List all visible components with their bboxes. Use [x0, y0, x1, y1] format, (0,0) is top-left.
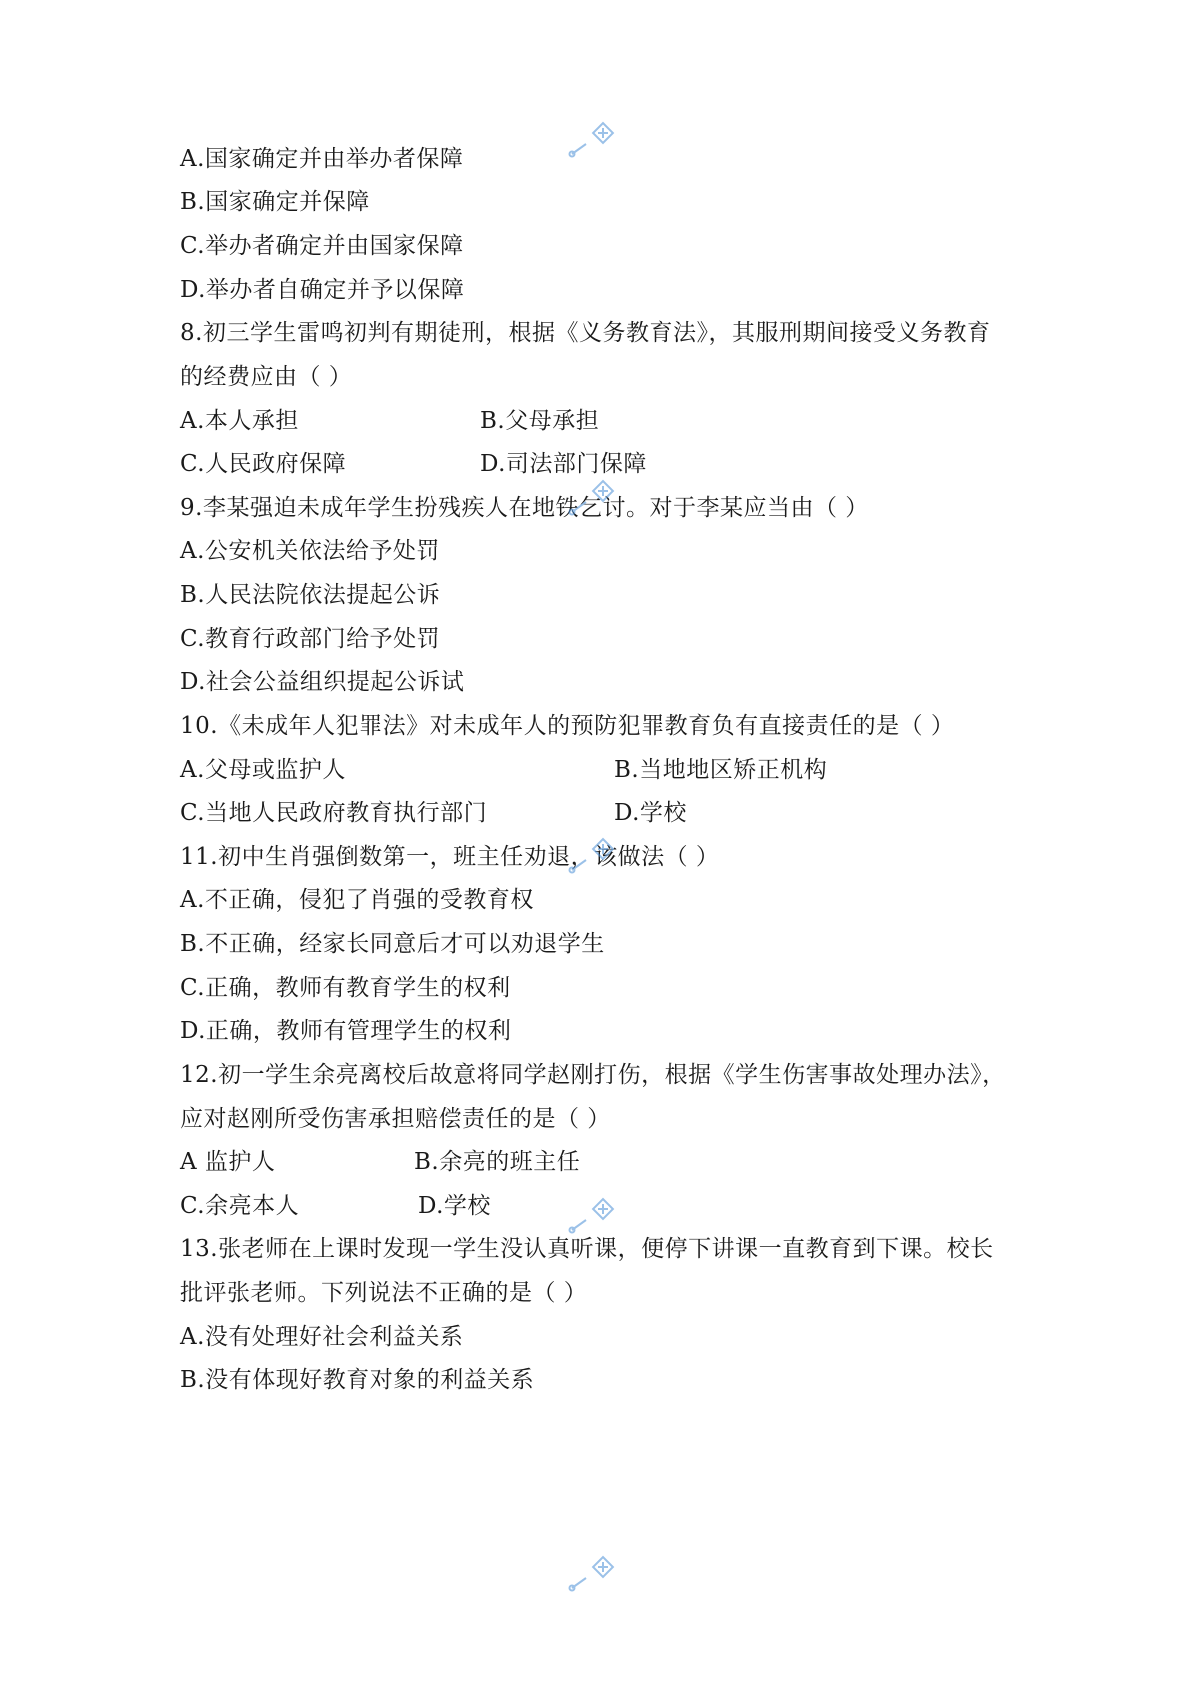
- q11-option-d: D.正确，教师有管理学生的权利: [180, 1018, 512, 1044]
- watermark-logo-icon: [566, 1554, 622, 1594]
- watermark-logo-icon: [566, 478, 622, 518]
- q13-option-a: A.没有处理好社会利益关系: [180, 1324, 464, 1350]
- q8-stem-line1: 8.初三学生雷鸣初判有期徒刑，根据《义务教育法》，其服刑期间接受义务教育: [180, 320, 991, 346]
- q9-option-d: D.社会公益组织提起公诉试: [180, 669, 465, 695]
- q13-stem-line1: 13.张老师在上课时发现一学生没认真听课，便停下讲课一直教育到下课。校长: [180, 1236, 994, 1262]
- q12-stem-line2: 应对赵刚所受伤害承担赔偿责任的是（ ）: [180, 1106, 611, 1132]
- q10-option-c: C.当地人民政府教育执行部门: [180, 800, 488, 826]
- watermark-logo-icon: [566, 836, 622, 876]
- q9-stem: 9.李某强迫未成年学生扮残疾人在地铁乞讨。对于李某应当由（ ）: [180, 495, 869, 521]
- q9-option-a: A.公安机关依法给予处罚: [180, 538, 440, 564]
- q8-option-b: B.父母承担: [480, 408, 600, 434]
- q9-option-c: C.教育行政部门给予处罚: [180, 626, 441, 652]
- q10-option-a: A.父母或监护人: [180, 757, 346, 783]
- q8-option-c: C.人民政府保障: [180, 451, 347, 477]
- watermark-logo-icon: [566, 120, 622, 160]
- q11-option-b: B.不正确，经家长同意后才可以劝退学生: [180, 931, 605, 957]
- q10-option-d: D.学校: [614, 800, 687, 826]
- q10-option-b: B.当地地区矫正机构: [614, 757, 828, 783]
- q7-option-c: C.举办者确定并由国家保障: [180, 233, 464, 259]
- q11-option-c: C.正确，教师有教育学生的权利: [180, 975, 511, 1001]
- q10-stem: 10.《未成年人犯罪法》对未成年人的预防犯罪教育负有直接责任的是（ ）: [180, 713, 955, 739]
- q12-option-d: D.学校: [418, 1193, 491, 1219]
- q8-option-d: D.司法部门保障: [480, 451, 647, 477]
- q7-option-b: B.国家确定并保障: [180, 189, 370, 215]
- watermark-logo-icon: [566, 1196, 622, 1236]
- q13-stem-line2: 批评张老师。下列说法不正确的是（ ）: [180, 1280, 588, 1306]
- q12-option-b: B.余亮的班主任: [414, 1149, 581, 1175]
- q8-stem-line2: 的经费应由（ ）: [180, 364, 353, 390]
- q11-option-a: A.不正确，侵犯了肖强的受教育权: [180, 887, 534, 913]
- q7-option-a: A.国家确定并由举办者保障: [180, 146, 464, 172]
- q8-option-a: A.本人承担: [180, 408, 299, 434]
- q9-option-b: B.人民法院依法提起公诉: [180, 582, 441, 608]
- q12-option-c: C.余亮本人: [180, 1193, 300, 1219]
- q13-option-b: B.没有体现好教育对象的利益关系: [180, 1367, 535, 1393]
- q12-stem-line1: 12.初一学生余亮离校后故意将同学赵刚打伤，根据《学生伤害事故处理办法》，: [180, 1062, 1006, 1088]
- q12-option-a: A 监护人: [180, 1149, 276, 1175]
- q7-option-d: D.举办者自确定并予以保障: [180, 277, 465, 303]
- q11-stem: 11.初中生肖强倒数第一，班主任劝退，该做法（ ）: [180, 844, 720, 870]
